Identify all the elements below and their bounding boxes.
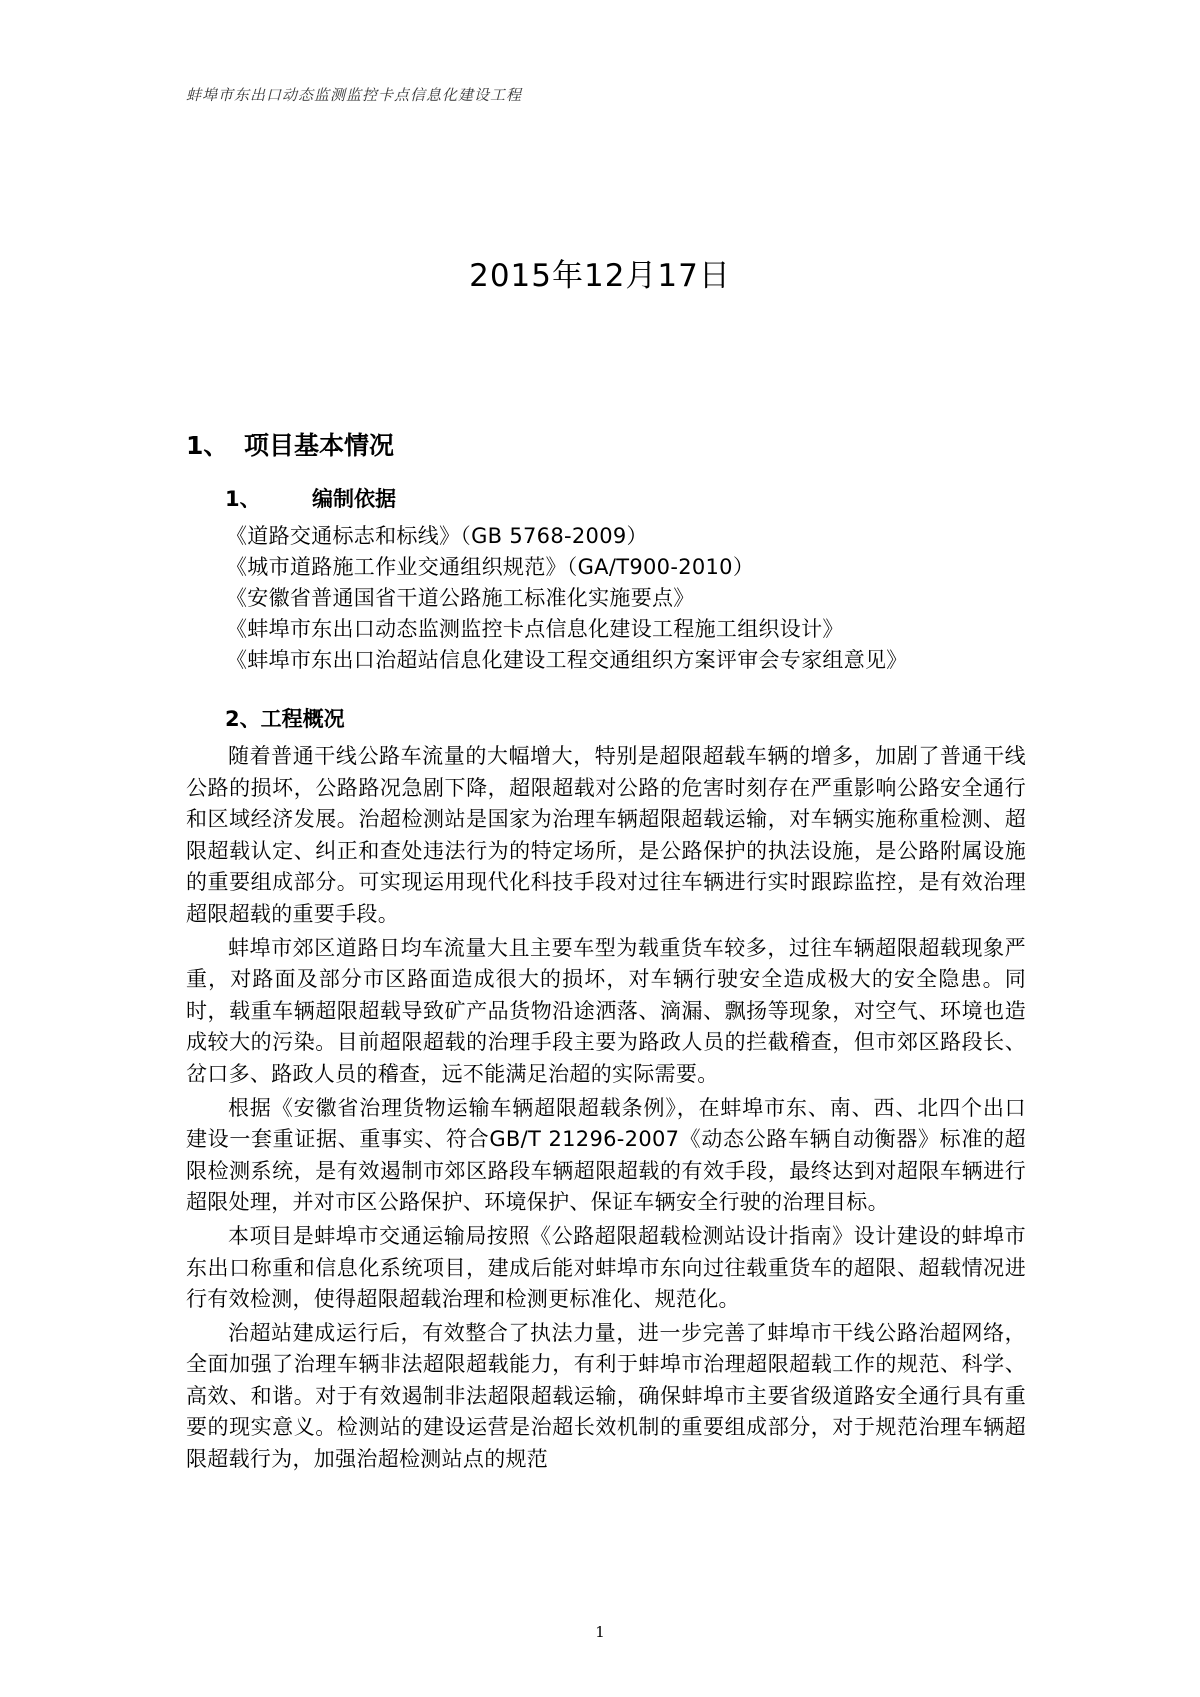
section-title: 项目基本情况: [244, 431, 395, 460]
reference-item: 《城市道路施工作业交通组织规范》（GA/T900-2010）: [226, 555, 755, 579]
reference-item: 《蚌埠市东出口动态监测监控卡点信息化建设工程施工组织设计》: [226, 617, 844, 641]
subsection-title: 编制依据: [312, 487, 396, 511]
body-paragraph: 根据《安徽省治理货物运输车辆超限超载条例》，在蚌埠市东、南、西、北四个出口建设一套重证据、重事实、符合GB/T 21296-2007《动态公路车辆自动衡器》标准的超限检测系统，是有效遏制市郊区路段车辆超限超载的有效手段，最终达到对超限车辆进行超限处理，并对市区公路保护、环境保护、保证车辆安全行驶的治理目标。: [186, 1095, 1026, 1215]
page-number: 1: [595, 1623, 605, 1641]
section-heading: [186, 426, 394, 462]
reference-item: 《蚌埠市东出口治超站信息化建设工程交通组织方案评审会专家组意见》: [226, 648, 908, 672]
document-date: 2015年12月17日: [469, 258, 731, 294]
body-paragraph: 蚌埠市郊区道路日均车流量大且主要车型为载重货车较多，过往车辆超限超载现象严重，对路面及部分市区路面造成很大的损坏，对车辆行驶安全造成极大的安全隐患。同时，载重车辆超限超载导致矿产品货物沿途洒落、滴漏、飘扬等现象，对空气、环境也造成较大的污染。目前超限超载的治理手段主要为路政人员的拦截稽查，但市郊区路段长、岔口多、路政人员的稽查，远不能满足治超的实际需要。: [186, 935, 1026, 1086]
body-paragraph: 随着普通干线公路车流量的大幅增大，特别是超限超载车辆的增多，加剧了普通干线公路的损坏，公路路况急剧下降，超限超载对公路的危害时刻存在严重影响公路安全通行和区域经济发展。治超检测站是国家为治理车辆超限超载运输，对车辆实施称重检测、超限超载认定、纠正和查处违法行为的特定场所，是公路保护的执法设施，是公路附属设施的重要组成部分。可实现运用现代化科技手段对过往车辆进行实时跟踪监控，是有效治理超限超载的重要手段。: [186, 744, 1026, 926]
reference-item: 《安徽省普通国省干道公路施工标准化实施要点》: [226, 586, 695, 610]
subsection-number: 1、: [225, 487, 261, 511]
subsection-heading-overview: 2、工程概况: [225, 707, 345, 731]
body-paragraph: 本项目是蚌埠市交通运输局按照《公路超限超载检测站设计指南》设计建设的蚌埠市东出口称重和信息化系统项目，建成后能对蚌埠市东向过往载重货车的超限、超载情况进行有效检测，使得超限超载治理和检测更标准化、规范化。: [186, 1223, 1026, 1312]
body-paragraph: 治超站建成运行后，有效整合了执法力量，进一步完善了蚌埠市干线公路治超网络，全面加强了治理车辆非法超限超载能力，有利于蚌埠市治理超限超载工作的规范、科学、高效、和谐。对于有效遏制非法超限超载运输，确保蚌埠市主要省级道路安全通行具有重要的现实意义。检测站的建设运营是治超长效机制的重要组成部分，对于规范治理车辆超限超载行为，加强治超检测站点的规范: [186, 1320, 1026, 1472]
reference-list: [226, 521, 1046, 676]
reference-item: 《道路交通标志和标线》（GB 5768-2009）: [226, 524, 648, 548]
running-header: 蚌埠市东出口动态监测监控卡点信息化建设工程: [186, 86, 523, 104]
overview-body: [186, 741, 1026, 1478]
section-number: 1、: [186, 431, 229, 460]
subsection-heading-basis: [225, 483, 396, 513]
